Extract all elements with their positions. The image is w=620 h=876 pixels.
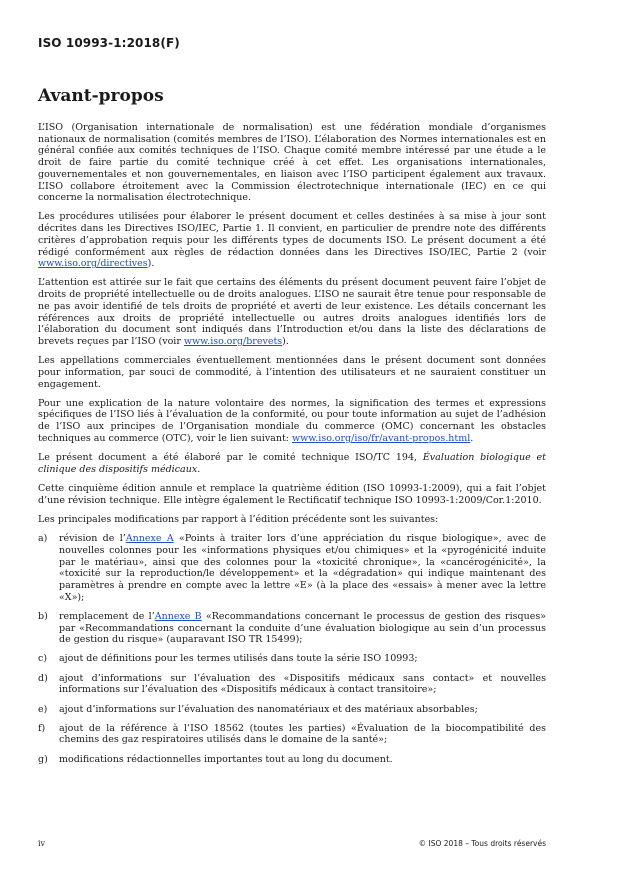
list-item-text: ajout de définitions pour les termes utilisés dans toute la série ISO 10993; [59,653,418,665]
paragraph-patents-text: L’attention est attirée sur le fait que certains des éléments du présent document peuvent faire l’objet de droits de propriété intellectuelle ou de droits analogues. L’ISO ne saurait être tenue pour responsable de ne pas avoir identifié de tels droits de propriété et averti de leur existence. Les détails concernant les références aux droits de propriété intellectuelle ou autres droits analogues identifiés lors de l’élaboration du document sont indiqués dans l’Introduction et/ou dans la liste des déclarations de brevets reçues par l’ISO (voir [38,277,546,347]
list-item-text: ajout d’informations sur l’évaluation des «Dispositifs médicaux sans contact» et nouvelles informations sur l’évaluation des «Dispositifs médicaux à contact transitoire»; [59,672,546,696]
paragraph-directives-text: Les procédures utilisées pour élaborer le présent document et celles destinées à sa mise à jour sont décrites dans les Directives ISO/IEC, Partie 1. Il convient, en particulier de prendre note des différents critères d’approbation requis pour les différents types de documents ISO. Le présent document a été rédigé conformément aux règles de rédaction données dans les Directives ISO/IEC, Partie 2 (voir [38,211,546,258]
list-item [38,754,546,766]
document-id-header: ISO 10993-1:2018(F) [38,36,180,50]
paragraph-patents-end: ). [282,335,289,347]
list-marker: e) [38,703,48,715]
paragraph-voluntary-text: Pour une explication de la nature volontaire des normes, la signification des termes et expressions spécifiques de l’ISO liés à l’évaluation de la conformité, ou pour toute information au sujet de l’adhésion de l’ISO aux principes de l’Organisation mondiale du commerce (OMC) concernant les obstacles techniques au commerce (OTC), voir le lien suivant: [38,397,546,444]
paragraph-changes-intro: Les principales modifications par rapport à l’édition précédente sont les suivantes: [38,513,439,525]
list-item [38,533,546,603]
list-item [38,723,546,746]
list-marker: f) [38,722,46,734]
paragraph-voluntary-end: . [470,432,474,444]
list-item-text: révision de l’ [59,533,126,545]
paragraph-committee [38,452,546,475]
list-marker: c) [38,653,48,665]
list-marker: a) [38,533,48,545]
changes-list [38,533,546,765]
paragraph-edition: Cette cinquième édition annule et remplace la quatrième édition (ISO 10993-1:2009), qui a fait l’objet d’une révision technique. Elle intègre également le Rectificatif technique ISO 10993-1:2009/Cor.1:2010. [38,482,546,506]
copyright-notice: © ISO 2018 – Tous droits réservés [418,839,546,848]
list-marker: b) [38,610,48,622]
paragraph-iso-intro: L’ISO (Organisation internationale de normalisation) est une fédération mondiale d’organismes nationaux de normalisation (comités membres de l’ISO). L’élaboration des Normes internationales est en général confiée aux comités techniques de l’ISO. Chaque comité membre intéressé par une étude a le droit de faire partie du comité technique créé à cet effet. Les organisations internationales, gouvernementales et non gouvernementales, en liaison avec l’ISO participent également aux travaux. L’ISO collabore étroitement avec la Commission électrotechnique internationale (IEC) en ce qui concerne la normalisation électrotechnique. [38,122,546,204]
list-marker: g) [38,753,48,765]
patents-link[interactable]: www.iso.org/brevets [183,335,283,347]
section-title: Avant-propos [38,86,164,106]
paragraph-directives [38,211,546,270]
paragraph-directives-end: ). [147,258,155,270]
list-item [38,653,546,665]
list-item-text: «Points à traiter lors d’une appréciation du risque biologique», avec de nouvelles colonnes pour les «informations physiques et/ou chimiques» et la «pyrogénicité induite par le matériau», ainsi que des colonnes pour la «toxicité chronique», la «cancérogénicité», la «toxicité sur la reproduction/le développement» et la «dégradation» qui indique maintenant des paramètres à prendre en compte avec la lettre «E» (à la place des «essais» à mener avec la lettre «X»); [59,533,546,603]
list-item [38,673,546,696]
list-item-text: «Recommandations concernant le processus de gestion des risques» par «Recommandations concernant la conduite d’une évaluation biologique au sein d’un processus de gestion du risque» (auparavant ISO TR 15499); [59,610,547,646]
list-item-text: modifications rédactionnelles importantes tout au long du document. [59,753,393,765]
paragraph-committee-end: . [197,463,201,475]
paragraph-committee-text: Le présent document a été élaboré par le comité technique ISO/TC 194, [38,452,423,464]
list-item [38,611,546,646]
committee-title: Évaluation biologique et clinique des dispositifs médicaux [38,452,546,475]
annex-a-link[interactable]: Annexe A [125,533,174,545]
page-number: iv [38,839,46,848]
annex-b-link[interactable]: Annexe B [154,610,202,622]
list-item-text: ajout d’informations sur l’évaluation des nanomatériaux et des matériaux absorbables; [59,703,478,715]
list-marker: d) [38,672,48,684]
list-item-text: remplacement de l’ [59,610,155,622]
foreword-link[interactable]: www.iso.org/iso/fr/avant-propos.html [292,432,471,444]
list-item [38,704,546,716]
paragraph-voluntary-nature [38,398,546,445]
paragraph-trade-names: Les appellations commerciales éventuellement mentionnées dans le présent document sont données pour information, par souci de commodité, à l’intention des utilisateurs et ne sauraient constituer un engagement. [38,355,546,390]
list-item-text: ajout de la référence à l’ISO 18562 (toutes les parties) «Évaluation de la biocompatibilité des chemins des gaz respiratoires utilisés dans le domaine de la santé»; [59,722,546,746]
body-text [38,122,546,773]
directives-link[interactable]: www.iso.org/directives [38,258,148,270]
paragraph-patents [38,277,546,347]
